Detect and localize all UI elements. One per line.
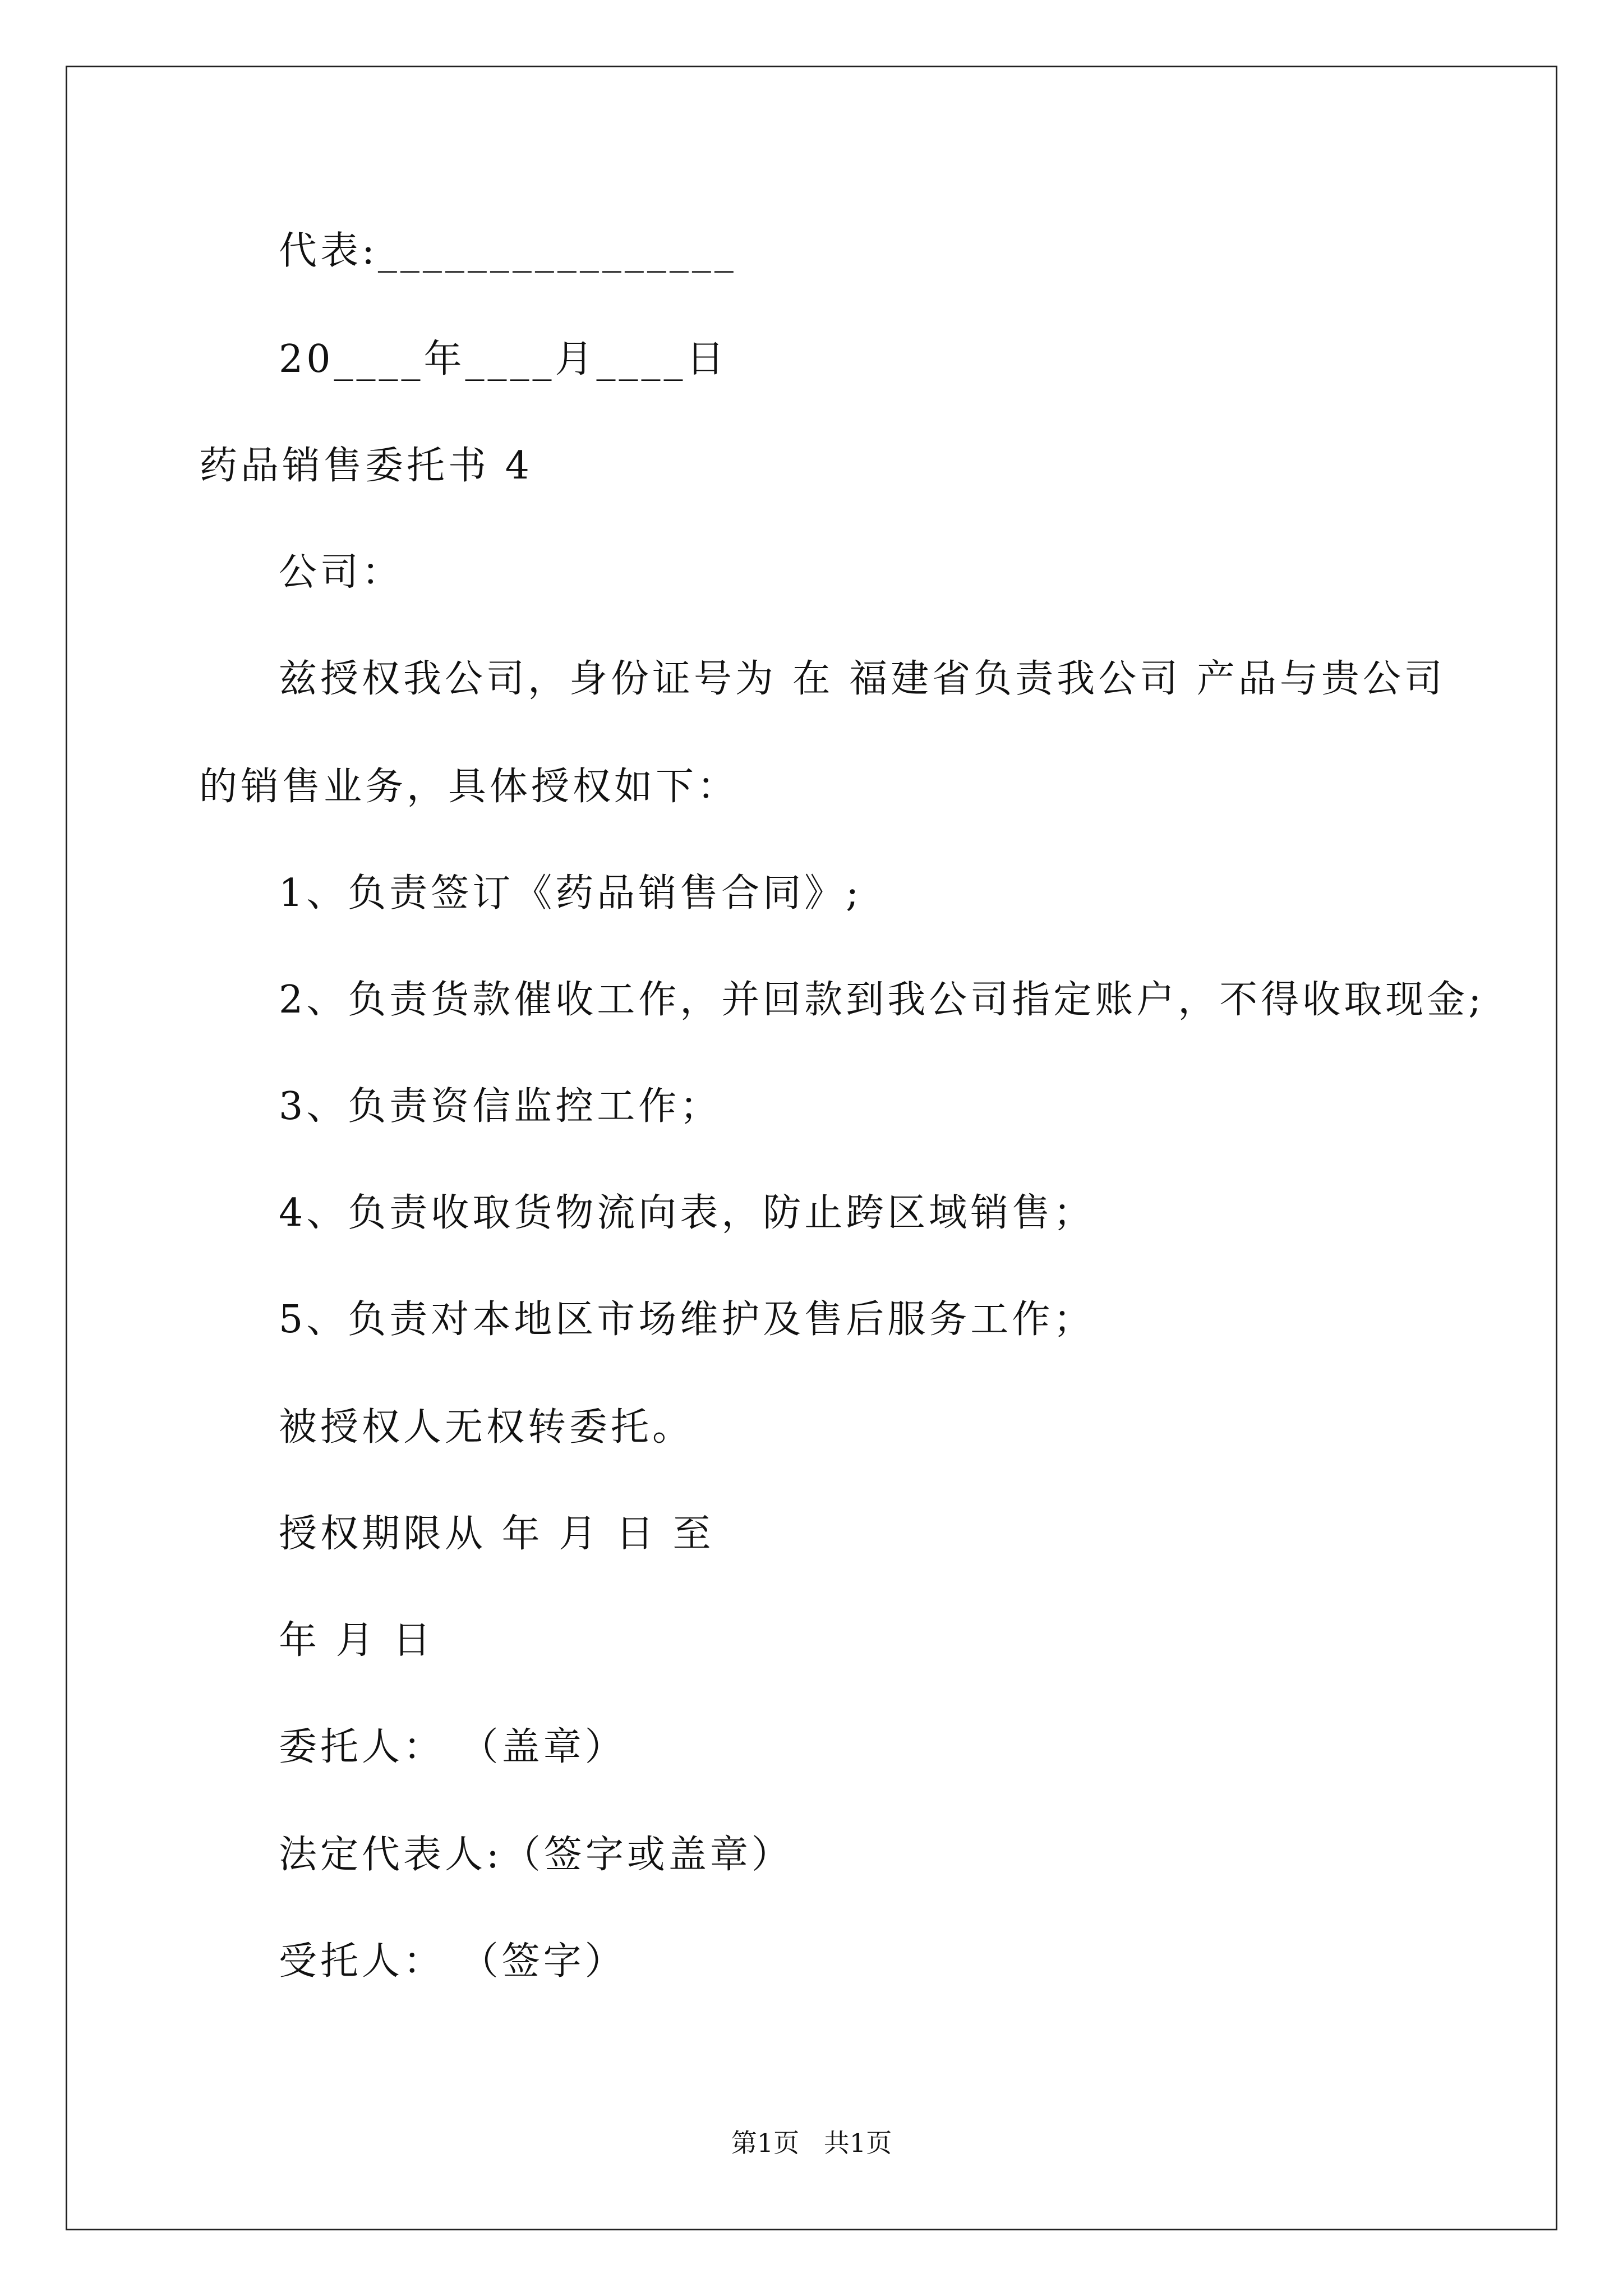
page-footer: 第1页 共1页 (731, 2128, 892, 2158)
addressee-line: 公司： (279, 550, 404, 595)
authorization-period-to: 年 月 日 (279, 1618, 435, 1663)
authorization-paragraph-line-2: 的销售业务，具体授权如下： (199, 765, 739, 809)
document-title: 药品销售委托书 4 (199, 444, 533, 488)
agent-signature-line: 受托人： （签字） (279, 1939, 626, 1984)
authorization-paragraph-line-1: 兹授权我公司，身份证号为 在 福建省负责我公司 产品与贵公司 (279, 657, 1446, 701)
authorization-item-3: 3、负责资信监控工作； (279, 1084, 722, 1129)
page-border (66, 66, 1557, 2230)
representative-signature-line: 代表:________________ (279, 229, 737, 273)
authorization-item-4: 4、负责收取货物流向表，防止跨区域销售； (279, 1191, 1095, 1235)
authorization-item-5: 5、负责对本地区市场维护及售后服务工作； (279, 1297, 1095, 1342)
authorization-item-2: 2、负责货款催收工作，并回款到我公司指定账户，不得收取现金; (279, 978, 1485, 1022)
authorization-item-1: 1、负责签订《药品销售合同》; (279, 871, 863, 915)
no-subdelegation-note: 被授权人无权转委托。 (279, 1405, 694, 1450)
principal-seal-line: 委托人： （盖章） (279, 1725, 626, 1769)
date-line: 20____年____月____日 (279, 337, 728, 381)
authorization-period-from: 授权期限从 年 月 日 至 (279, 1512, 714, 1556)
legal-representative-line: 法定代表人:（签字或盖章） (279, 1833, 793, 1877)
